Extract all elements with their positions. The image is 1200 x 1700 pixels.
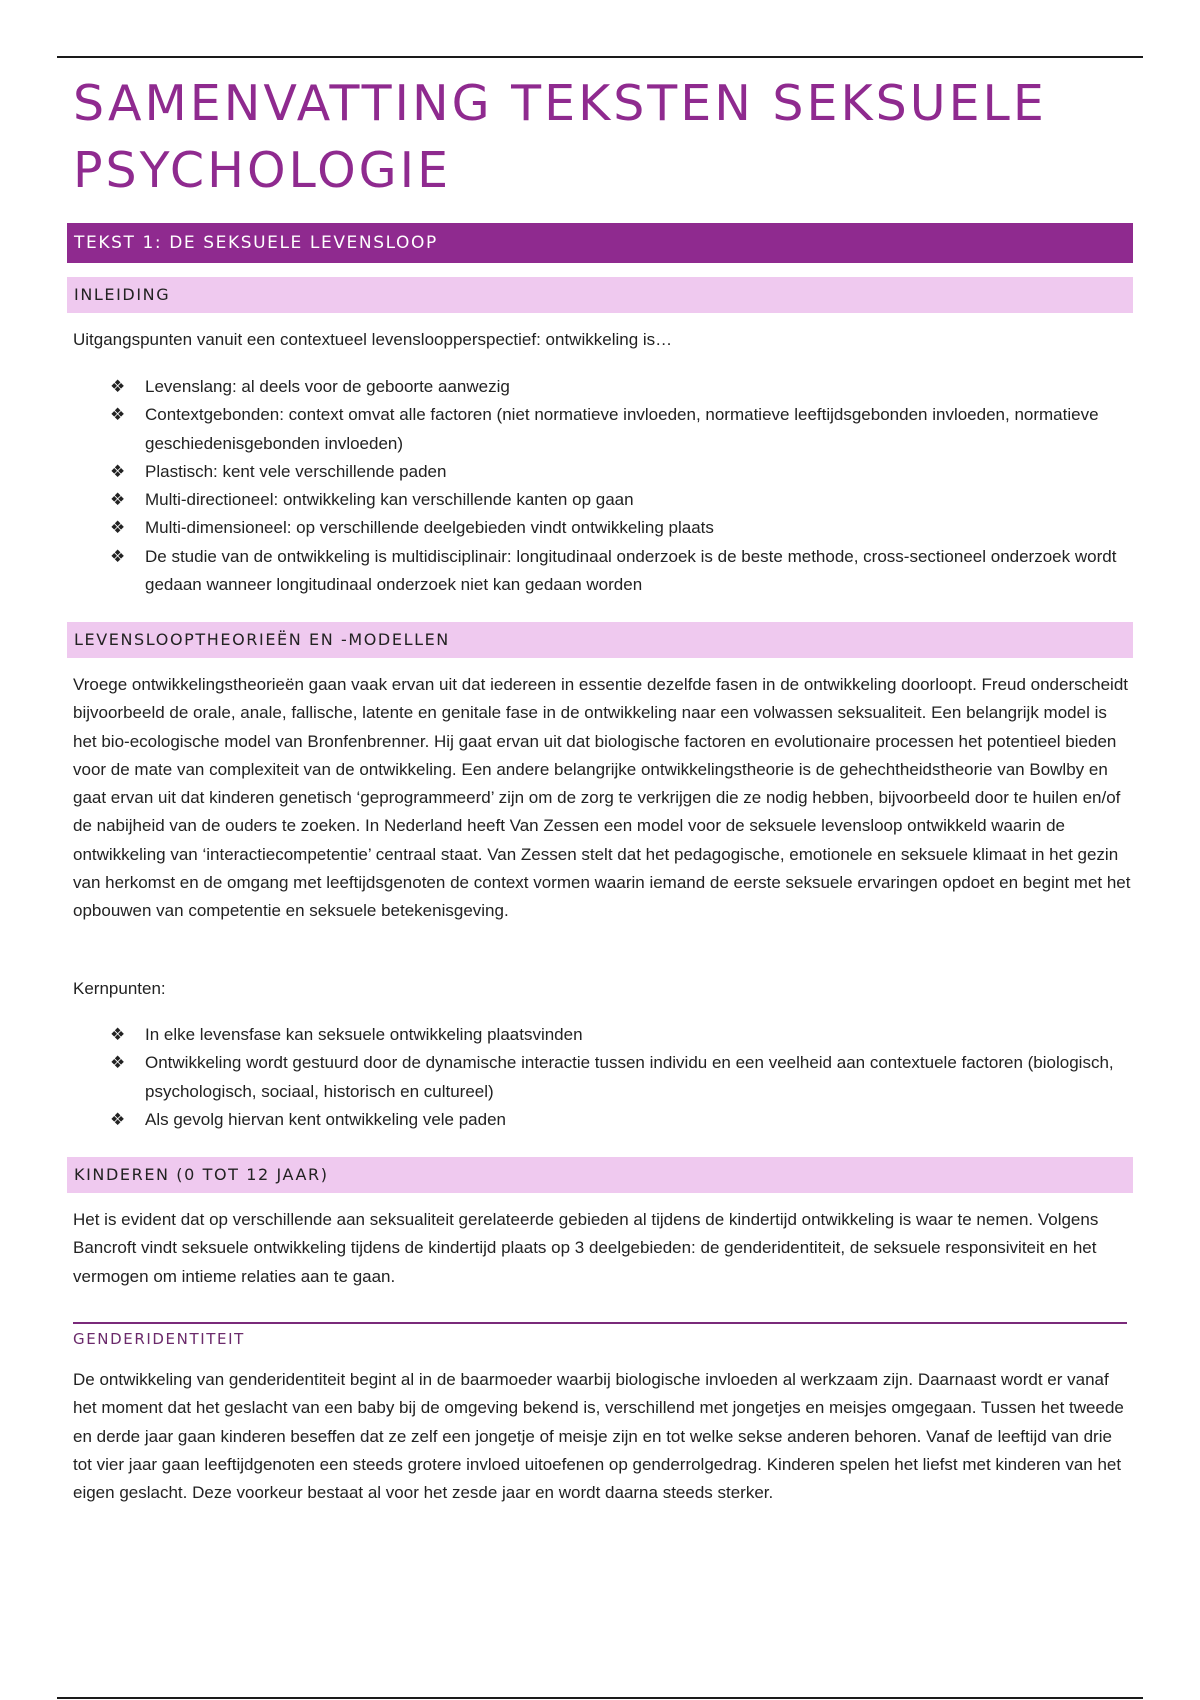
inleiding-bullet-list	[108, 373, 1118, 599]
document-title: SAMENVATTING TEKSTEN SEKSUELE PSYCHOLOGIE	[73, 75, 1047, 199]
bottom-rule	[57, 1697, 1143, 1699]
diamond-bullet-icon: ❖	[110, 405, 126, 425]
list-item	[108, 486, 1118, 514]
list-item-text: Levenslang: al deels voor de geboorte aanwezig	[145, 377, 510, 396]
top-rule	[57, 56, 1143, 58]
list-item	[108, 1021, 1118, 1049]
list-item-text: Multi-directioneel: ontwikkeling kan verschillende kanten op gaan	[145, 490, 634, 510]
heading-kinderen: KINDEREN (0 TOT 12 JAAR)	[67, 1157, 1133, 1193]
list-item	[108, 458, 1118, 486]
list-item	[108, 1106, 1118, 1134]
list-item	[108, 1049, 1118, 1106]
list-item-text: Ontwikkeling wordt gestuurd door de dynamische interactie tussen individu en een veelheid aan contextuele factoren (biologisch, psychologisch, sociaal, historisch en cultureel)	[145, 1053, 1114, 1101]
diamond-bullet-icon: ❖	[110, 461, 126, 481]
list-item-text: Plastisch: kent vele verschillende paden	[145, 461, 447, 481]
list-item	[108, 514, 1118, 542]
diamond-bullet-icon: ❖	[110, 518, 126, 538]
kernpunten-bullet-list	[108, 1021, 1118, 1134]
list-item-text: Contextgebonden: context omvat alle factoren (niet normatieve invloeden, normatieve leeftijdsgebonden invloeden, normatieve geschiedenisgebonden invloeden)	[145, 405, 1099, 453]
heading-genderidentiteit: GENDERIDENTITEIT	[73, 1322, 1127, 1348]
list-item	[108, 401, 1118, 458]
diamond-bullet-icon: ❖	[110, 546, 126, 566]
kernpunten-label: Kernpunten:	[73, 979, 166, 998]
list-item-text: Multi-dimensioneel: op verschillende deelgebieden vindt ontwikkeling plaats	[145, 518, 714, 538]
list-item-text: Als gevolg hiervan kent ontwikkeling vele paden	[145, 1109, 507, 1129]
genderidentiteit-paragraph: De ontwikkeling van genderidentiteit begint al in de baarmoeder waarbij biologische invloeden al werkzaam zijn. Daarnaast wordt er vanaf het moment dat het geslacht van een baby bij de omgeving bekend is, verschillend met jongetjes en meisjes omgegaan. Tussen het tweede en derde jaar gaan kinderen beseffen dat ze zelf een jongetje of meisje zijn en tot welke sekse anderen behoren. Vanaf de leeftijd van drie tot vier jaar gaan leeftijdgenoten een steeds grotere invloed uitoefenen op genderrolgedrag. Kinderen spelen het liefst met kinderen van het eigen geslacht. Deze voorkeur bestaat al voor het zesde jaar en wordt daarna steeds sterker.	[73, 1370, 1124, 1503]
diamond-bullet-icon: ❖	[110, 1025, 126, 1044]
inleiding-intro: Uitgangspunten vanuit een contextueel levensloopperspectief: ontwikkeling is…	[73, 330, 673, 349]
list-item	[108, 373, 1118, 401]
kinderen-paragraph: Het is evident dat op verschillende aan seksualiteit gerelateerde gebieden al tijdens de kindertijd ontwikkeling is waar te nemen. Volgens Bancroft vindt seksuele ontwikkeling tijdens de kindertijd plaats op 3 deelgebieden: de genderidentiteit, de seksuele responsiviteit en het vermogen om intieme relaties aan te gaan.	[73, 1210, 1099, 1286]
list-item-text: In elke levensfase kan seksuele ontwikkeling plaatsvinden	[145, 1025, 583, 1044]
list-item-text: De studie van de ontwikkeling is multidisciplinair: longitudinaal onderzoek is de beste methode, cross-sectioneel onderzoek wordt gedaan wanneer longitudinaal onderzoek niet kan gedaan worden	[145, 546, 1117, 595]
diamond-bullet-icon: ❖	[110, 1053, 126, 1073]
heading-levensloopthorieen: LEVENSLOOPTHEORIEËN EN -MODELLEN	[67, 622, 1133, 658]
diamond-bullet-icon: ❖	[110, 1109, 126, 1129]
theorieen-paragraph: Vroege ontwikkelingstheorieën gaan vaak ervan uit dat iedereen in essentie dezelfde fasen in de ontwikkeling doorloopt. Freud onderscheidt bijvoorbeeld de orale, anale, fallische, latente en genitale fase in de ontwikkeling naar een volwassen seksualiteit. Een belangrijk model is het bio-ecologische model van Bronfenbrenner. Hij gaat ervan uit dat biologische factoren en evolutionaire processen het potentieel bieden voor de mate van complexiteit van de ontwikkeling. Een andere belangrijke ontwikkelingstheorie is de gehechtheidstheorie van Bowlby en gaat ervan uit dat kinderen genetisch ‘geprogrammeerd’ zijn om de zorg te verkrijgen die ze nodig hebben, bijvoorbeeld door te huilen en/of de nabijheid van de ouders te zoeken. In Nederland heeft Van Zessen een model voor de seksuele levensloop ontwikkeld waarin de ontwikkeling van ‘interactiecompetentie’ centraal staat. Van Zessen stelt dat het pedagogische, emotionele en seksuele klimaat in het gezin van herkomst en de omgang met leeftijdsgenoten de context vormen waarin iemand de eerste seksuele ervaringen opdoet en begint met het opbouwen van competentie en seksuele betekenisgeving.	[73, 675, 1131, 921]
list-item	[108, 543, 1118, 600]
diamond-bullet-icon: ❖	[110, 490, 126, 510]
heading-inleiding: INLEIDING	[67, 277, 1133, 313]
diamond-bullet-icon: ❖	[110, 377, 126, 396]
heading-tekst-1: TEKST 1: DE SEKSUELE LEVENSLOOP	[67, 223, 1133, 263]
